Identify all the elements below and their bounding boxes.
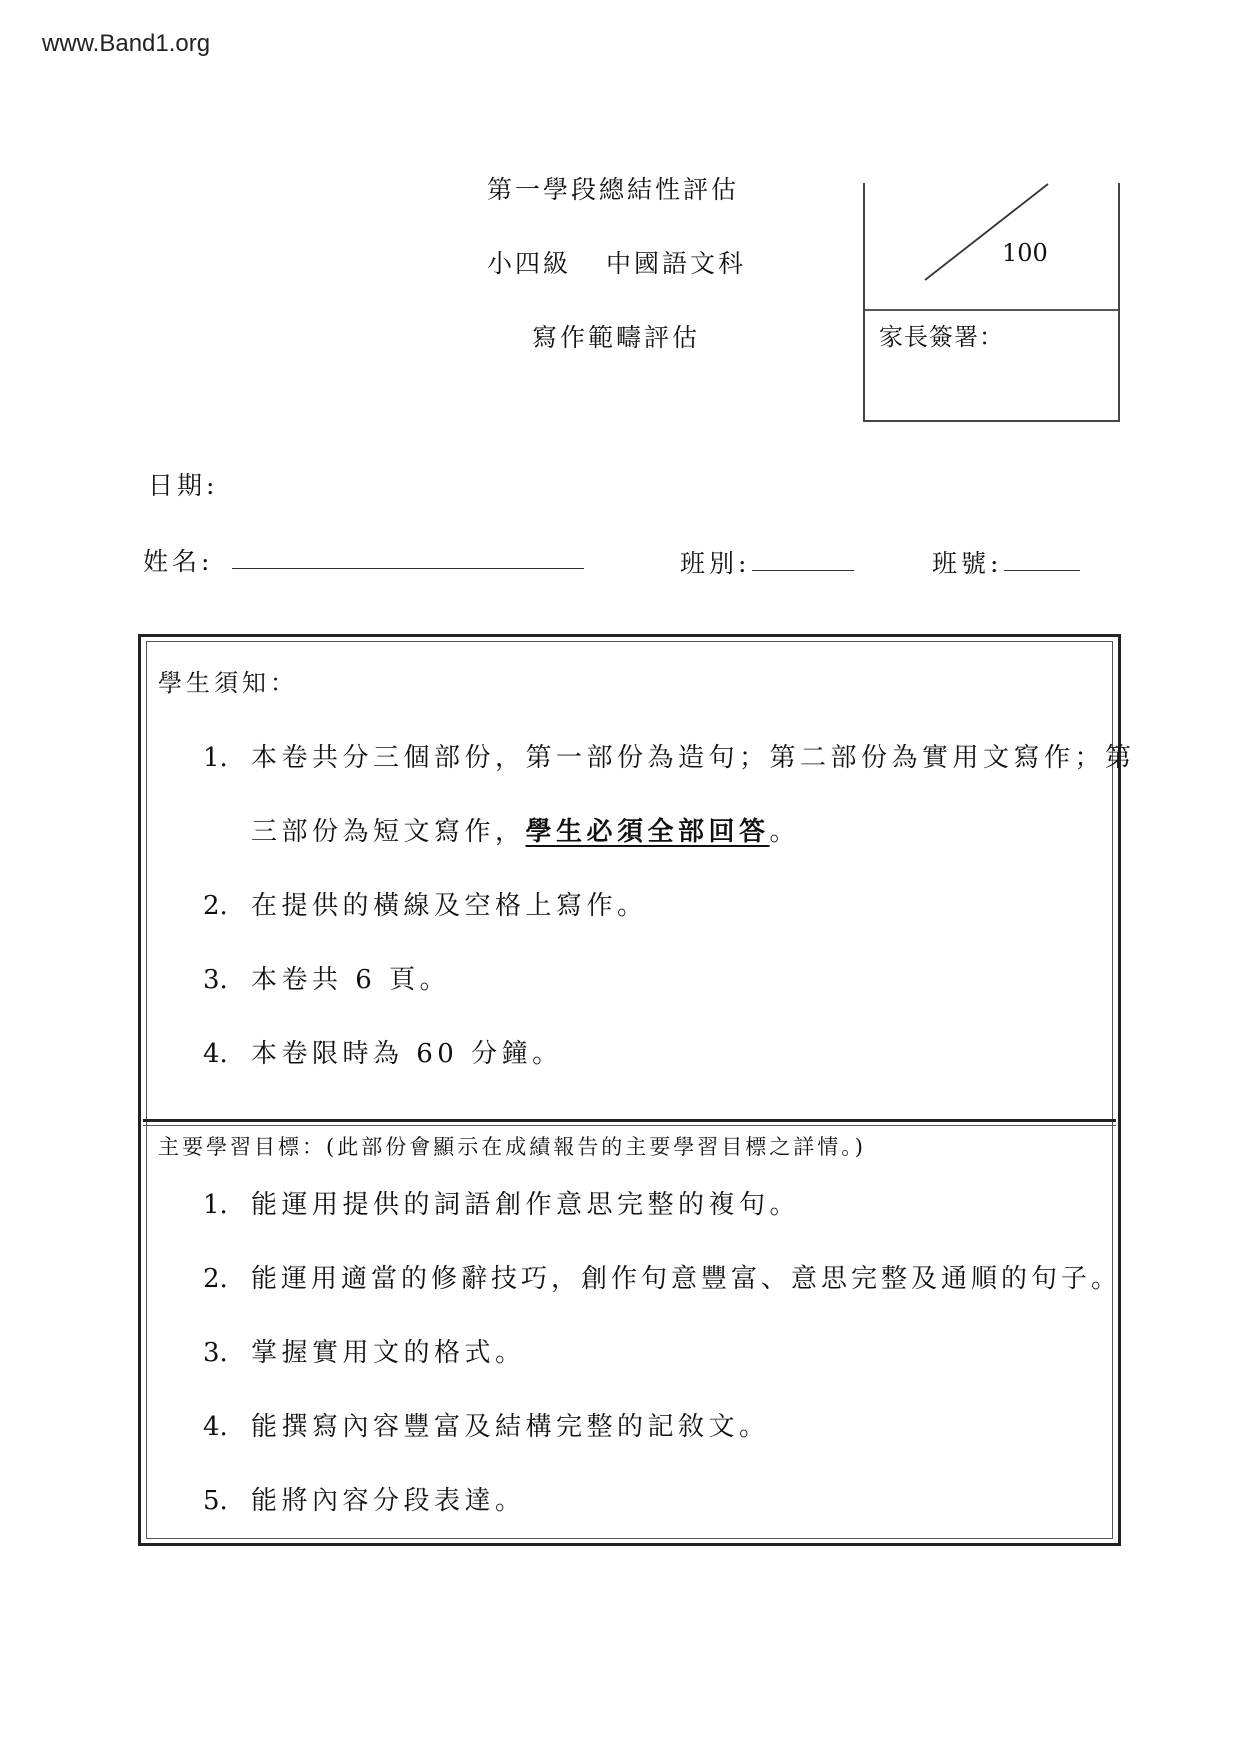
watermark-url: www.Band1.org — [42, 30, 211, 57]
notice-item-4 — [203, 1033, 563, 1070]
notice-item-2-text: 在提供的橫線及空格上寫作。 — [251, 891, 648, 921]
section-divider-inner — [143, 1125, 1116, 1126]
notice-item-1-text-pre: 三部份為短文寫作， — [251, 817, 526, 847]
class-label: 班別: — [680, 549, 751, 578]
objective-item-2 — [203, 1258, 1121, 1295]
objective-item-2-text: 能運用適當的修辭技巧，創作句意豐富、意思完整及通順的句子。 — [251, 1264, 1122, 1294]
assessment-title: 第一學段總結性評估 — [487, 175, 740, 204]
objective-item-4 — [203, 1406, 770, 1443]
class-no-field-line[interactable] — [1004, 570, 1080, 571]
objective-item-3-text: 掌握實用文的格式。 — [251, 1338, 526, 1368]
notice-item-1-emphasis: 學生必須全部回答 — [525, 817, 770, 847]
objective-item-1-num: 1. — [203, 1190, 228, 1220]
objective-item-5-text: 能將內容分段表達。 — [251, 1486, 526, 1516]
objective-item-5-num: 5. — [203, 1486, 228, 1516]
notice-item-1-text-post: 。 — [769, 817, 801, 847]
objectives-heading: 主要學習目標：(此部份會顯示在成績報告的主要學習目標之詳情。) — [158, 1135, 866, 1159]
parent-signature-label: 家長簽署： — [879, 323, 1004, 351]
score-box — [863, 183, 1120, 422]
objective-item-5 — [203, 1480, 526, 1517]
objective-item-4-num: 4. — [203, 1412, 228, 1442]
objective-item-4-text: 能撰寫內容豐富及結構完整的記敘文。 — [251, 1412, 770, 1442]
objective-item-3 — [203, 1332, 526, 1369]
date-label: 日期: — [148, 471, 219, 500]
score-divider — [865, 309, 1118, 311]
objective-item-1-text: 能運用提供的詞語創作意思完整的複句。 — [251, 1190, 801, 1220]
notice-item-3-num: 3. — [203, 965, 228, 995]
notice-box-inner-border — [146, 641, 1113, 1539]
notice-item-1-num: 1. — [203, 743, 228, 773]
notice-item-1-text-line1: 本卷共分三個部份，第一部份為造句；第二部份為實用文寫作；第 — [251, 743, 1136, 773]
notice-item-2-num: 2. — [203, 891, 228, 921]
objective-item-3-num: 3. — [203, 1338, 228, 1368]
class-field-line[interactable] — [752, 570, 854, 571]
section-divider — [143, 1119, 1116, 1122]
name-label: 姓名: — [143, 547, 214, 576]
notice-item-2 — [203, 885, 648, 922]
notice-item-1 — [203, 737, 1136, 774]
subject-label: 中國語文科 — [606, 249, 747, 278]
class-no-label: 班號: — [932, 549, 1003, 578]
notice-heading: 學生須知： — [158, 669, 298, 697]
paper-title: 寫作範疇評估 — [532, 323, 701, 352]
notice-item-4-num: 4. — [203, 1039, 228, 1069]
notice-item-3-text: 本卷共 6 頁。 — [251, 965, 451, 995]
grade-label: 小四級 — [487, 249, 572, 278]
score-total: 100 — [1002, 239, 1048, 267]
objective-item-1 — [203, 1184, 800, 1221]
name-field-line[interactable] — [232, 568, 584, 569]
score-slash — [920, 183, 1050, 283]
notice-item-3 — [203, 959, 450, 996]
objective-item-2-num: 2. — [203, 1264, 228, 1294]
notice-item-4-text: 本卷限時為 60 分鐘。 — [251, 1039, 563, 1069]
notice-item-1-line2 — [251, 811, 800, 848]
